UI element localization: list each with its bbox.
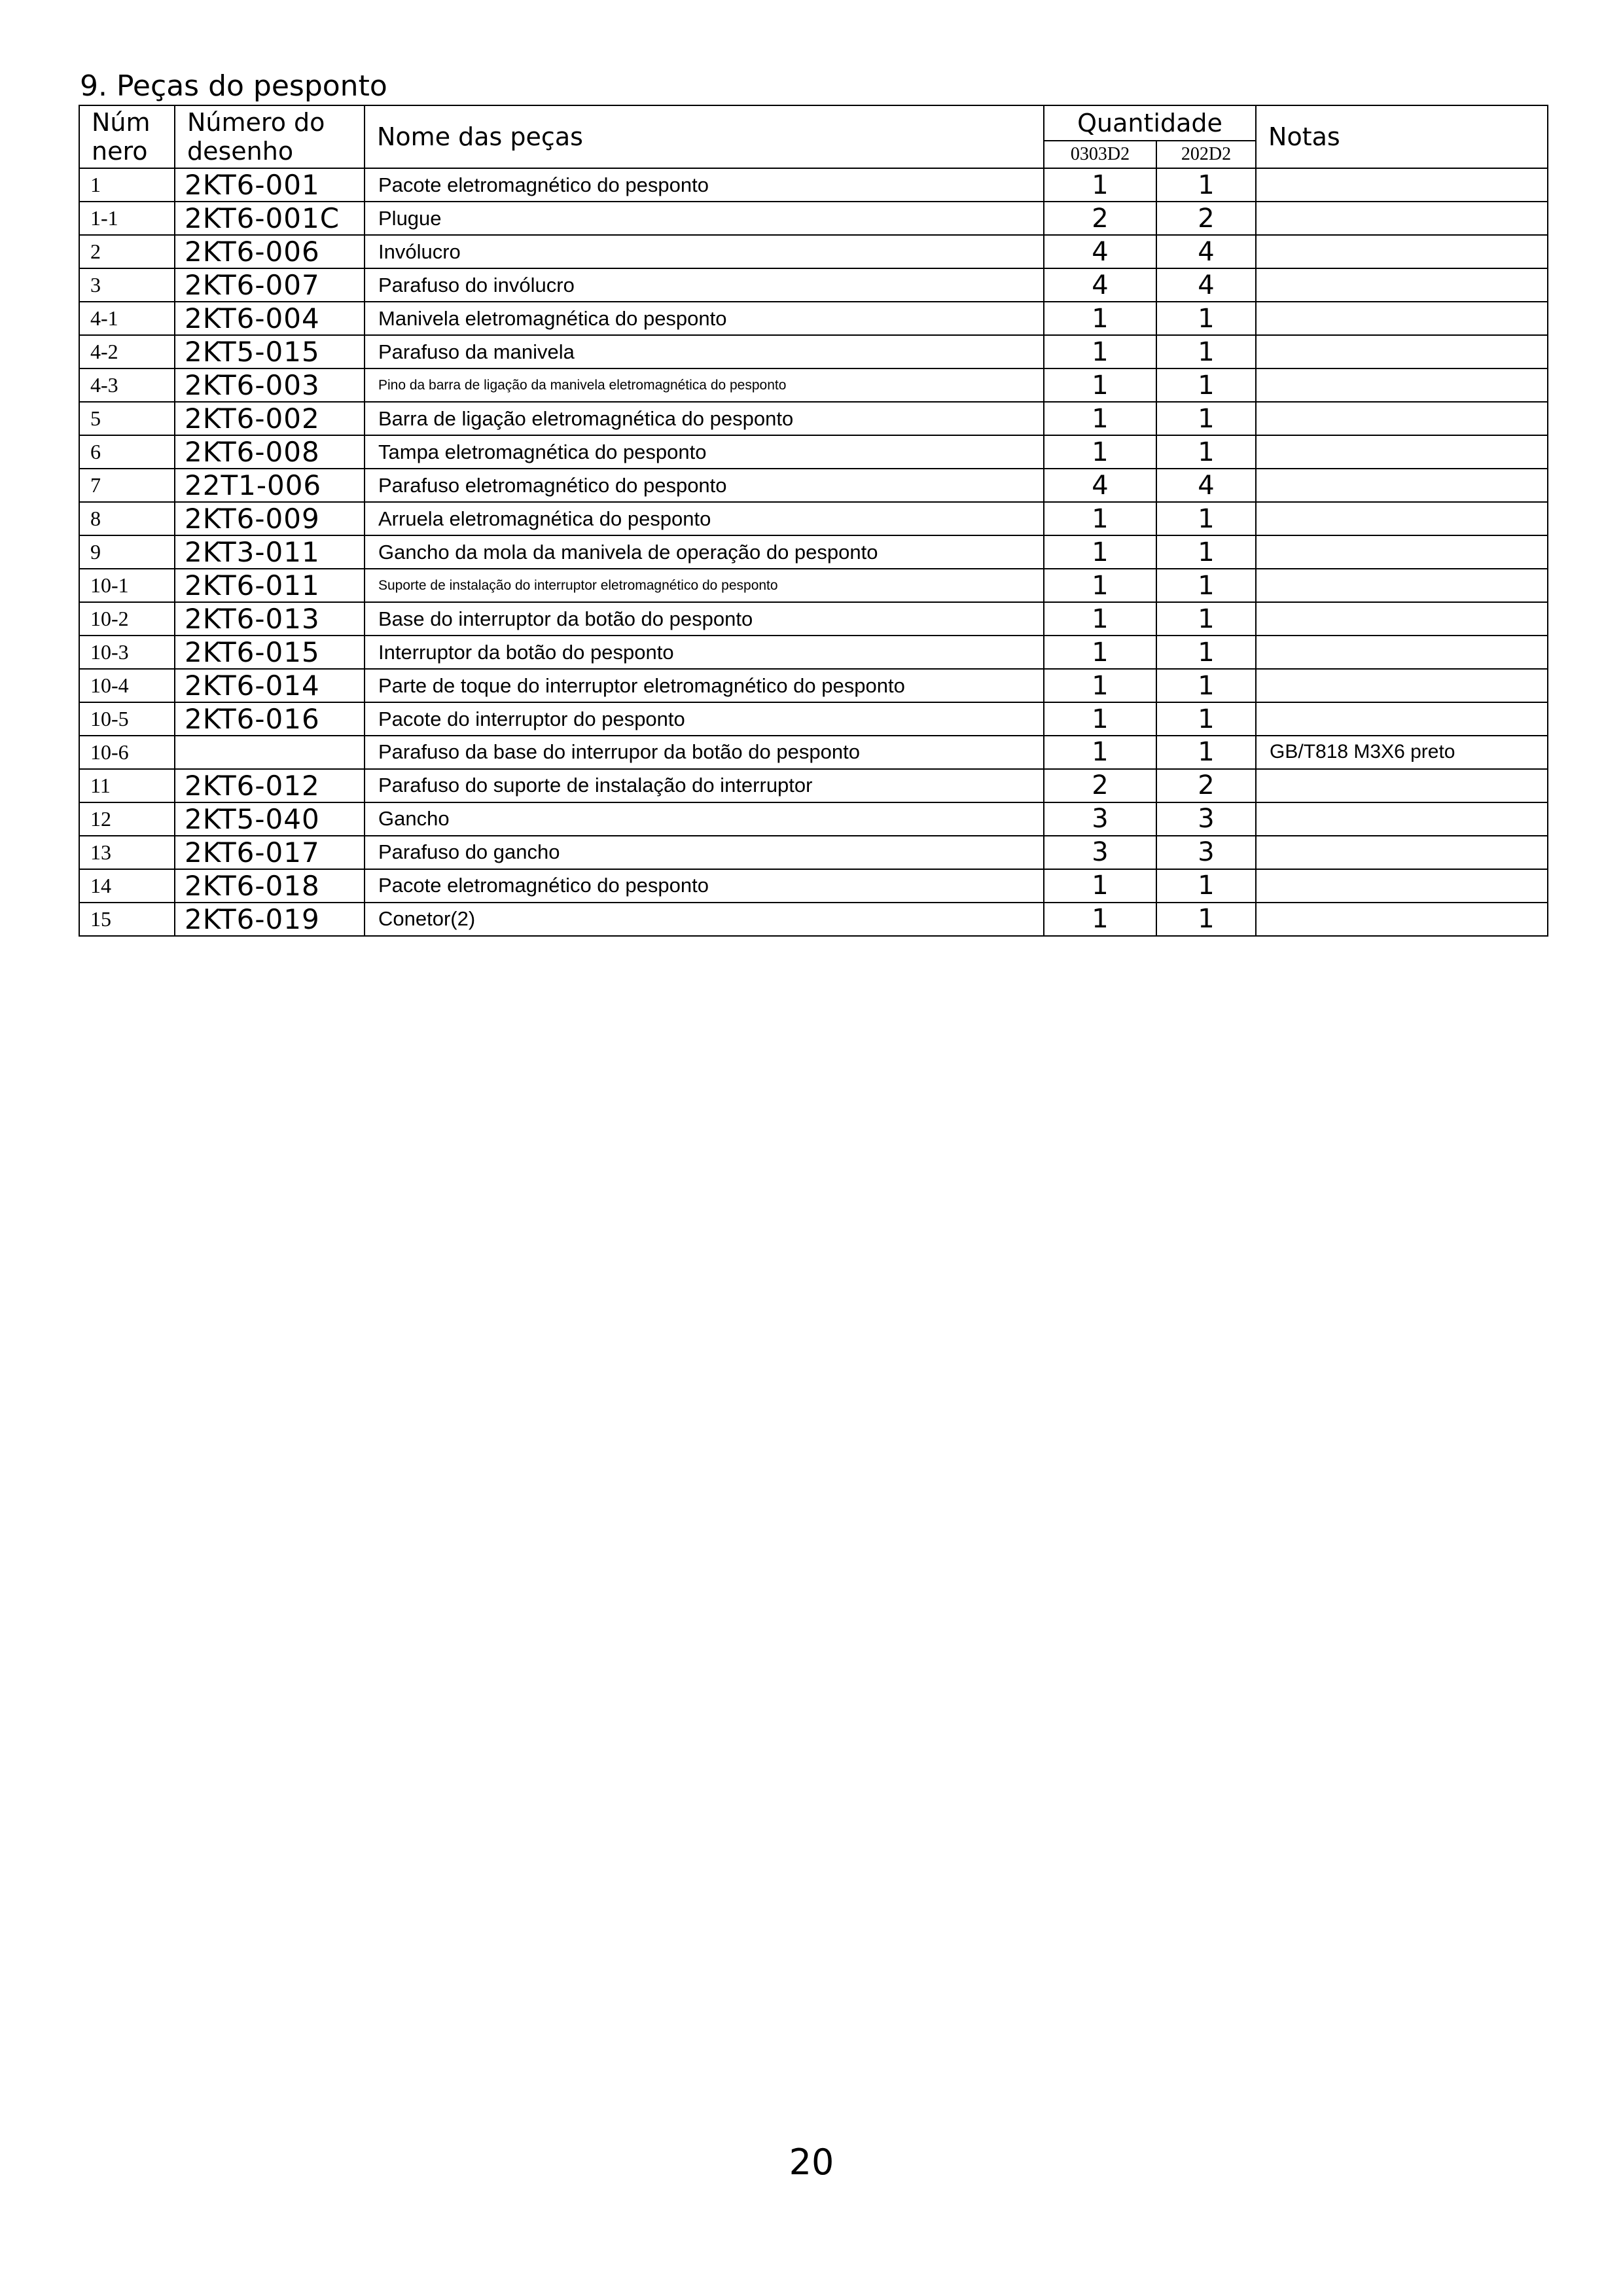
notes-cell bbox=[1256, 202, 1548, 235]
quantity-202d2-cell: 1 bbox=[1156, 302, 1256, 335]
quantity-202d2-cell: 2 bbox=[1156, 202, 1256, 235]
notes-cell bbox=[1256, 769, 1548, 802]
header-drawing-line1: Número do bbox=[187, 108, 325, 137]
drawing-number-cell: 2KT5-040 bbox=[175, 802, 365, 836]
drawing-number-cell: 2KT6-007 bbox=[175, 268, 365, 302]
part-name-cell: Parafuso eletromagnético do pesponto bbox=[365, 469, 1044, 502]
quantity-0303d2-cell: 3 bbox=[1044, 802, 1156, 836]
part-number-cell: 10-4 bbox=[79, 669, 175, 702]
drawing-number-cell: 2KT6-012 bbox=[175, 769, 365, 802]
part-number-cell: 4-2 bbox=[79, 335, 175, 368]
quantity-202d2-cell: 1 bbox=[1156, 502, 1256, 535]
part-name-cell: Parte de toque do interruptor eletromagnético do pesponto bbox=[365, 669, 1044, 702]
part-number-cell: 4-1 bbox=[79, 302, 175, 335]
quantity-202d2-cell: 1 bbox=[1156, 402, 1256, 435]
notes-cell: GB/T818 M3X6 preto bbox=[1256, 736, 1548, 769]
part-name-cell: Invólucro bbox=[365, 235, 1044, 268]
quantity-202d2-cell: 3 bbox=[1156, 836, 1256, 869]
drawing-number-cell: 2KT6-006 bbox=[175, 235, 365, 268]
quantity-0303d2-cell: 1 bbox=[1044, 736, 1156, 769]
table-row bbox=[79, 268, 1548, 302]
table-row bbox=[79, 402, 1548, 435]
part-name-cell: Interruptor da botão do pesponto bbox=[365, 636, 1044, 669]
notes-cell bbox=[1256, 302, 1548, 335]
quantity-0303d2-cell: 1 bbox=[1044, 302, 1156, 335]
part-number-cell: 3 bbox=[79, 268, 175, 302]
header-number-line1: Núm bbox=[92, 108, 151, 137]
quantity-0303d2-cell: 2 bbox=[1044, 202, 1156, 235]
part-number-cell: 1 bbox=[79, 168, 175, 202]
quantity-0303d2-cell: 1 bbox=[1044, 368, 1156, 402]
quantity-0303d2-cell: 4 bbox=[1044, 268, 1156, 302]
notes-cell bbox=[1256, 669, 1548, 702]
notes-cell bbox=[1256, 903, 1548, 936]
quantity-0303d2-cell: 1 bbox=[1044, 702, 1156, 736]
table-row bbox=[79, 202, 1548, 235]
quantity-202d2-cell: 1 bbox=[1156, 435, 1256, 469]
header-qty-0303d2: 0303D2 bbox=[1044, 141, 1156, 168]
table-row bbox=[79, 502, 1548, 535]
part-number-cell: 4-3 bbox=[79, 368, 175, 402]
quantity-202d2-cell: 1 bbox=[1156, 669, 1256, 702]
header-drawing bbox=[175, 105, 365, 168]
drawing-number-cell: 2KT6-008 bbox=[175, 435, 365, 469]
part-name-cell: Manivela eletromagnética do pesponto bbox=[365, 302, 1044, 335]
parts-table bbox=[79, 105, 1548, 937]
notes-cell bbox=[1256, 802, 1548, 836]
table-row bbox=[79, 168, 1548, 202]
drawing-number-cell: 2KT6-002 bbox=[175, 402, 365, 435]
notes-cell bbox=[1256, 502, 1548, 535]
part-name-cell: Pacote do interruptor do pesponto bbox=[365, 702, 1044, 736]
table-row bbox=[79, 702, 1548, 736]
table-row bbox=[79, 669, 1548, 702]
header-drawing-line2: desenho bbox=[187, 137, 294, 166]
part-name-cell: Parafuso do gancho bbox=[365, 836, 1044, 869]
notes-cell bbox=[1256, 402, 1548, 435]
drawing-number-cell: 2KT6-004 bbox=[175, 302, 365, 335]
table-row bbox=[79, 569, 1548, 602]
quantity-202d2-cell: 1 bbox=[1156, 569, 1256, 602]
part-name-cell: Pino da barra de ligação da manivela eletromagnética do pesponto bbox=[365, 368, 1044, 402]
notes-cell bbox=[1256, 636, 1548, 669]
notes-cell bbox=[1256, 335, 1548, 368]
part-number-cell: 5 bbox=[79, 402, 175, 435]
part-number-cell: 6 bbox=[79, 435, 175, 469]
drawing-number-cell: 2KT6-015 bbox=[175, 636, 365, 669]
part-number-cell: 10-3 bbox=[79, 636, 175, 669]
part-number-cell: 12 bbox=[79, 802, 175, 836]
part-name-cell: Base do interruptor da botão do pesponto bbox=[365, 602, 1044, 636]
quantity-0303d2-cell: 1 bbox=[1044, 669, 1156, 702]
quantity-0303d2-cell: 1 bbox=[1044, 335, 1156, 368]
quantity-0303d2-cell: 1 bbox=[1044, 569, 1156, 602]
part-name-cell: Parafuso do invólucro bbox=[365, 268, 1044, 302]
quantity-0303d2-cell: 4 bbox=[1044, 235, 1156, 268]
part-number-cell: 10-2 bbox=[79, 602, 175, 636]
quantity-0303d2-cell: 1 bbox=[1044, 903, 1156, 936]
part-name-cell: Pacote eletromagnético do pesponto bbox=[365, 168, 1044, 202]
drawing-number-cell: 2KT3-011 bbox=[175, 535, 365, 569]
notes-cell bbox=[1256, 836, 1548, 869]
quantity-202d2-cell: 1 bbox=[1156, 368, 1256, 402]
quantity-0303d2-cell: 1 bbox=[1044, 636, 1156, 669]
header-name: Nome das peças bbox=[365, 105, 1044, 168]
part-name-cell: Plugue bbox=[365, 202, 1044, 235]
quantity-202d2-cell: 1 bbox=[1156, 535, 1256, 569]
part-number-cell: 10-1 bbox=[79, 569, 175, 602]
notes-cell bbox=[1256, 535, 1548, 569]
drawing-number-cell: 2KT6-011 bbox=[175, 569, 365, 602]
part-number-cell: 10-6 bbox=[79, 736, 175, 769]
notes-cell bbox=[1256, 368, 1548, 402]
table-row bbox=[79, 435, 1548, 469]
drawing-number-cell: 2KT6-009 bbox=[175, 502, 365, 535]
header-number-line2: nero bbox=[92, 137, 148, 166]
table-row bbox=[79, 869, 1548, 903]
drawing-number-cell: 2KT6-018 bbox=[175, 869, 365, 903]
quantity-0303d2-cell: 4 bbox=[1044, 469, 1156, 502]
quantity-202d2-cell: 1 bbox=[1156, 736, 1256, 769]
page-number: 20 bbox=[789, 2142, 834, 2183]
quantity-202d2-cell: 1 bbox=[1156, 903, 1256, 936]
quantity-202d2-cell: 1 bbox=[1156, 168, 1256, 202]
section-title: 9. Peças do pesponto bbox=[80, 69, 387, 103]
part-number-cell: 14 bbox=[79, 869, 175, 903]
part-number-cell: 9 bbox=[79, 535, 175, 569]
quantity-0303d2-cell: 1 bbox=[1044, 602, 1156, 636]
quantity-0303d2-cell: 1 bbox=[1044, 402, 1156, 435]
table-row bbox=[79, 636, 1548, 669]
quantity-202d2-cell: 4 bbox=[1156, 268, 1256, 302]
drawing-number-cell: 2KT6-016 bbox=[175, 702, 365, 736]
drawing-number-cell: 2KT5-015 bbox=[175, 335, 365, 368]
quantity-0303d2-cell: 2 bbox=[1044, 769, 1156, 802]
table-row bbox=[79, 469, 1548, 502]
table-row bbox=[79, 235, 1548, 268]
notes-cell bbox=[1256, 702, 1548, 736]
notes-cell bbox=[1256, 569, 1548, 602]
drawing-number-cell: 2KT6-001 bbox=[175, 168, 365, 202]
table-row bbox=[79, 602, 1548, 636]
drawing-number-cell: 2KT6-014 bbox=[175, 669, 365, 702]
table-row bbox=[79, 535, 1548, 569]
quantity-202d2-cell: 1 bbox=[1156, 636, 1256, 669]
notes-cell bbox=[1256, 268, 1548, 302]
table-body bbox=[79, 168, 1548, 936]
part-name-cell: Arruela eletromagnética do pesponto bbox=[365, 502, 1044, 535]
quantity-202d2-cell: 3 bbox=[1156, 802, 1256, 836]
drawing-number-cell bbox=[175, 736, 365, 769]
table-row bbox=[79, 836, 1548, 869]
quantity-202d2-cell: 1 bbox=[1156, 869, 1256, 903]
part-number-cell: 13 bbox=[79, 836, 175, 869]
table-row bbox=[79, 736, 1548, 769]
drawing-number-cell: 2KT6-001C bbox=[175, 202, 365, 235]
table-row bbox=[79, 302, 1548, 335]
notes-cell bbox=[1256, 235, 1548, 268]
part-number-cell: 7 bbox=[79, 469, 175, 502]
notes-cell bbox=[1256, 602, 1548, 636]
part-number-cell: 10-5 bbox=[79, 702, 175, 736]
part-name-cell: Parafuso da manivela bbox=[365, 335, 1044, 368]
quantity-0303d2-cell: 1 bbox=[1044, 435, 1156, 469]
notes-cell bbox=[1256, 168, 1548, 202]
quantity-0303d2-cell: 1 bbox=[1044, 502, 1156, 535]
quantity-202d2-cell: 1 bbox=[1156, 702, 1256, 736]
quantity-0303d2-cell: 1 bbox=[1044, 168, 1156, 202]
part-number-cell: 8 bbox=[79, 502, 175, 535]
drawing-number-cell: 2KT6-019 bbox=[175, 903, 365, 936]
table-row bbox=[79, 335, 1548, 368]
quantity-202d2-cell: 1 bbox=[1156, 335, 1256, 368]
quantity-202d2-cell: 4 bbox=[1156, 469, 1256, 502]
drawing-number-cell: 2KT6-017 bbox=[175, 836, 365, 869]
header-notes: Notas bbox=[1256, 105, 1548, 168]
quantity-202d2-cell: 4 bbox=[1156, 235, 1256, 268]
quantity-0303d2-cell: 1 bbox=[1044, 535, 1156, 569]
notes-cell bbox=[1256, 435, 1548, 469]
header-quantity: Quantidade bbox=[1044, 105, 1256, 141]
part-number-cell: 15 bbox=[79, 903, 175, 936]
part-name-cell: Gancho bbox=[365, 802, 1044, 836]
table-row bbox=[79, 769, 1548, 802]
part-number-cell: 2 bbox=[79, 235, 175, 268]
part-name-cell: Suporte de instalação do interruptor eletromagnético do pesponto bbox=[365, 569, 1044, 602]
part-name-cell: Conetor(2) bbox=[365, 903, 1044, 936]
table-row bbox=[79, 368, 1548, 402]
quantity-0303d2-cell: 1 bbox=[1044, 869, 1156, 903]
part-name-cell: Parafuso da base do interrupor da botão do pesponto bbox=[365, 736, 1044, 769]
table-row bbox=[79, 903, 1548, 936]
part-name-cell: Parafuso do suporte de instalação do interruptor bbox=[365, 769, 1044, 802]
part-number-cell: 1-1 bbox=[79, 202, 175, 235]
part-name-cell: Pacote eletromagnético do pesponto bbox=[365, 869, 1044, 903]
drawing-number-cell: 2KT6-003 bbox=[175, 368, 365, 402]
notes-cell bbox=[1256, 869, 1548, 903]
part-name-cell: Gancho da mola da manivela de operação do pesponto bbox=[365, 535, 1044, 569]
quantity-202d2-cell: 2 bbox=[1156, 769, 1256, 802]
table-row bbox=[79, 802, 1548, 836]
header-number bbox=[79, 105, 175, 168]
part-number-cell: 11 bbox=[79, 769, 175, 802]
quantity-202d2-cell: 1 bbox=[1156, 602, 1256, 636]
quantity-0303d2-cell: 3 bbox=[1044, 836, 1156, 869]
drawing-number-cell: 2KT6-013 bbox=[175, 602, 365, 636]
notes-cell bbox=[1256, 469, 1548, 502]
part-name-cell: Barra de ligação eletromagnética do pesponto bbox=[365, 402, 1044, 435]
part-name-cell: Tampa eletromagnética do pesponto bbox=[365, 435, 1044, 469]
drawing-number-cell: 22T1-006 bbox=[175, 469, 365, 502]
header-qty-202d2: 202D2 bbox=[1156, 141, 1256, 168]
table-header bbox=[79, 105, 1548, 168]
